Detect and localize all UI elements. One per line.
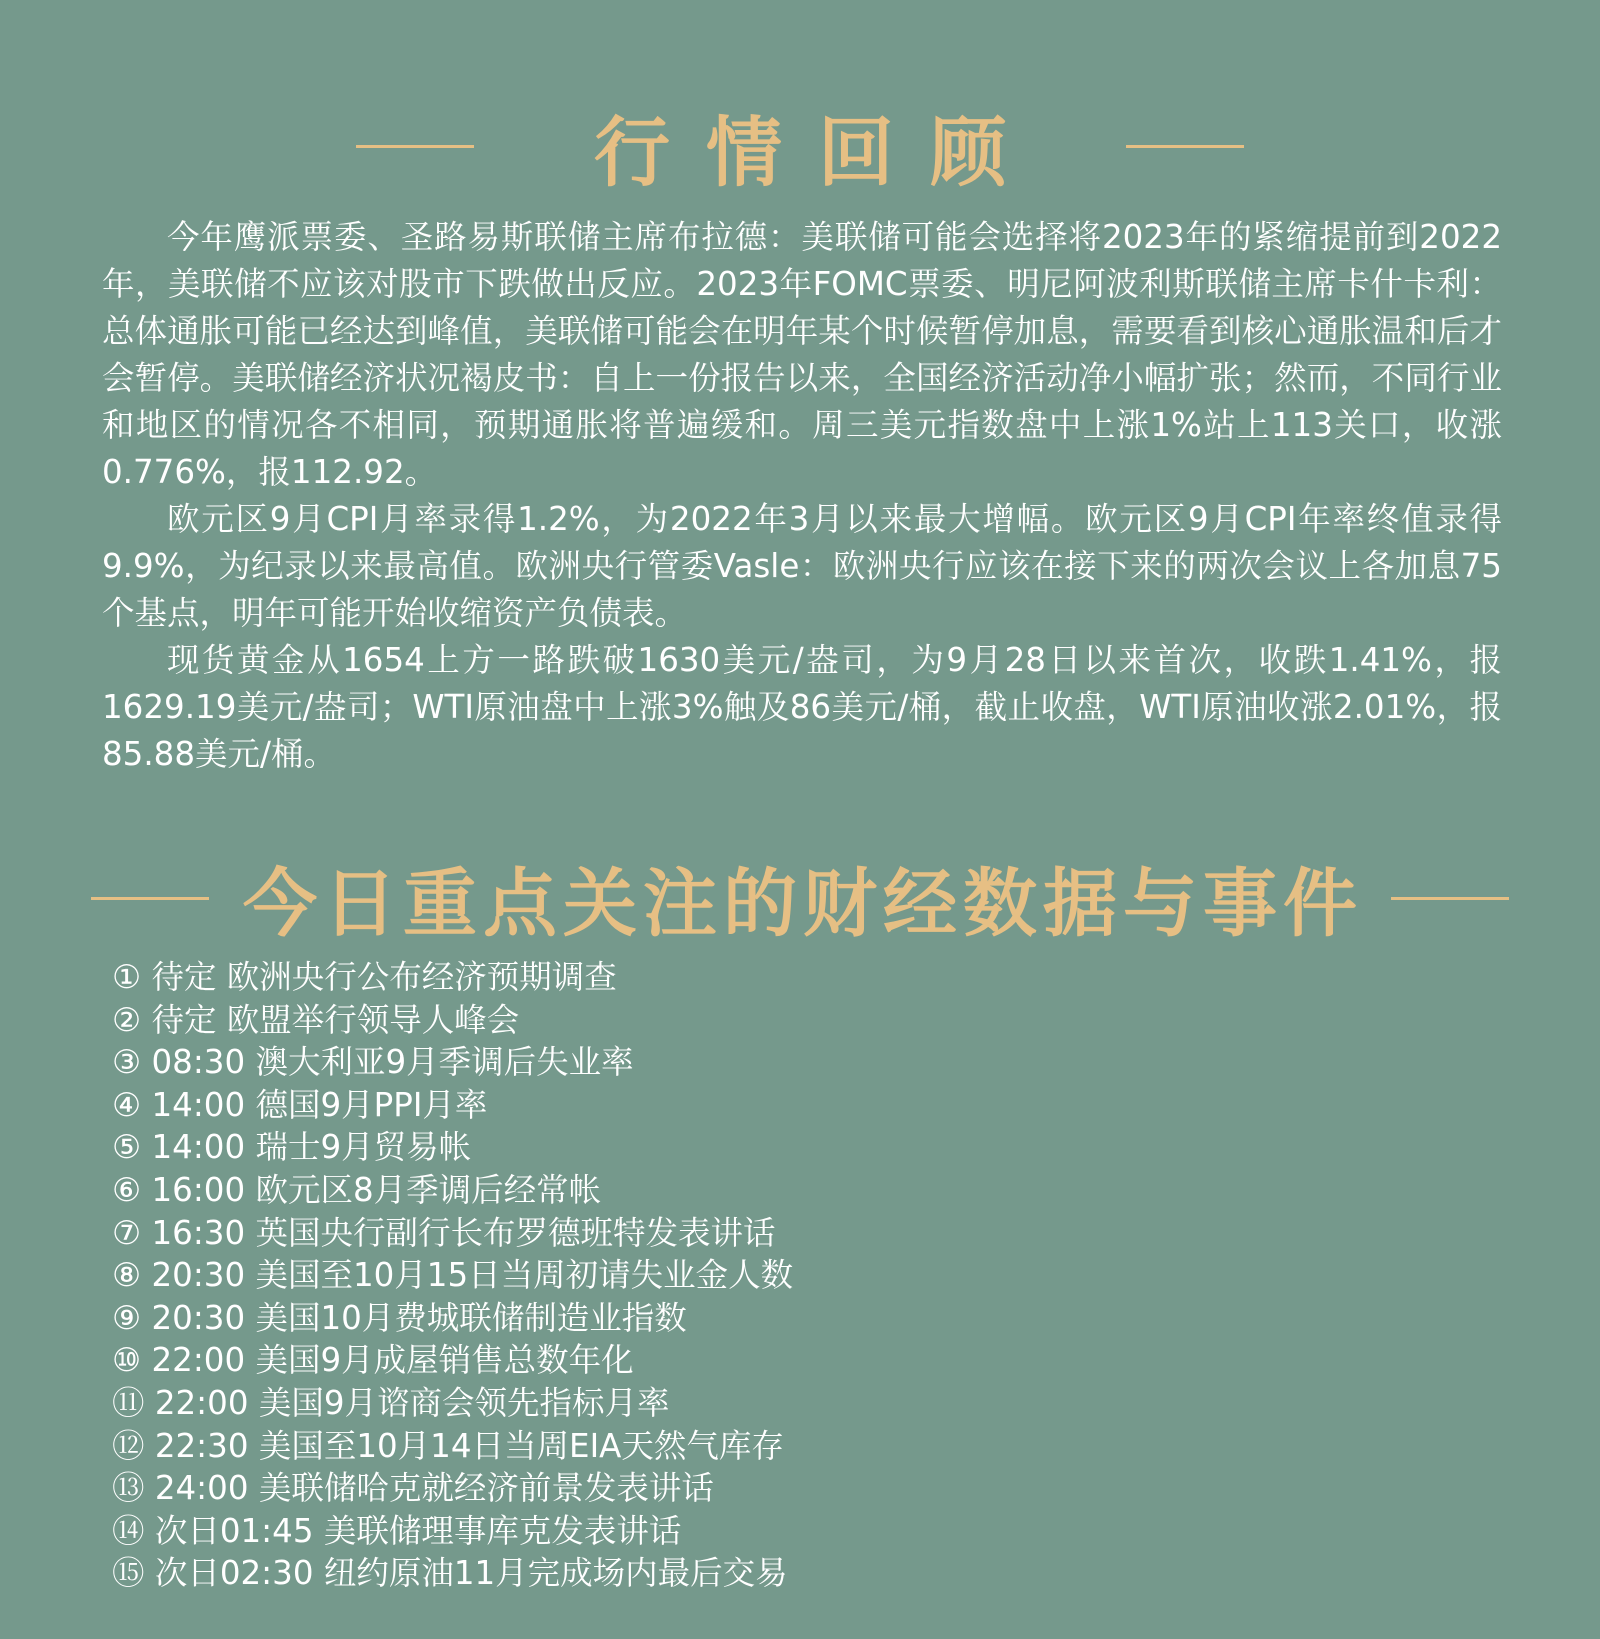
- events-heading: [0, 850, 1600, 946]
- list-item: ① 待定 欧洲央行公布经济预期调查: [112, 958, 617, 996]
- list-item: ⑭ 次日01:45 美联储理事库克发表讲话: [112, 1511, 682, 1550]
- list-item: ⑦ 16:30 英国央行副行长布罗德班特发表讲话: [112, 1213, 776, 1252]
- list-item: ④ 14:00 德国9月PPI月率: [112, 1085, 488, 1124]
- review-body: [102, 214, 1502, 778]
- heading-rule-right: [1126, 145, 1244, 148]
- list-item: ⑧ 20:30 美国至10月15日当周初请失业金人数: [112, 1256, 794, 1295]
- review-paragraph-3: 现货黄金从1654上方一路跌破1630美元/盎司，为9月28日以来首次，收跌1.41%，报1629.19美元/盎司；WTI原油盘中上涨3%触及86美元/桶，截止收盘，WTI原油收涨2.01%，报85.88美元/桶。: [102, 641, 1502, 773]
- list-item: ⑩ 22:00 美国9月成屋销售总数年化: [112, 1341, 634, 1380]
- list-item: ⑬ 24:00 美联储哈克就经济前景发表讲话: [112, 1469, 714, 1508]
- list-item: ⑥ 16:00 欧元区8月季调后经常帐: [112, 1170, 602, 1209]
- list-item: ⑤ 14:00 瑞士9月贸易帐: [112, 1128, 472, 1167]
- review-title: 行情回顾: [594, 107, 1042, 197]
- list-item: ⑪ 22:00 美国9月谘商会领先指标月率: [112, 1383, 670, 1422]
- events-title: 今日重点关注的财经数据与事件: [243, 861, 1363, 947]
- heading-rule-left: [356, 145, 474, 148]
- list-item: ② 待定 欧盟举行领导人峰会: [112, 1000, 520, 1039]
- heading-rule-left: [91, 897, 209, 900]
- list-item: ⑫ 22:30 美国至10月14日当周EIA天然气库存: [112, 1426, 784, 1465]
- list-item: ③ 08:30 澳大利亚9月季调后失业率: [112, 1043, 634, 1082]
- review-paragraph-2: 欧元区9月CPI月率录得1.2%，为2022年3月以来最大增幅。欧元区9月CPI年率终值录得9.9%，为纪录以来最高值。欧洲央行管委Vasle：欧洲央行应该在接下来的两次会议上各加息75个基点，明年可能开始收缩资产负债表。: [102, 500, 1502, 632]
- heading-rule-right: [1391, 897, 1509, 900]
- list-item: ⑮ 次日02:30 纽约原油11月完成场内最后交易: [112, 1554, 788, 1593]
- list-item: ⑨ 20:30 美国10月费城联储制造业指数: [112, 1298, 687, 1337]
- review-heading: [0, 98, 1600, 197]
- events-list: [112, 956, 1412, 1595]
- review-paragraph-1: 今年鹰派票委、圣路易斯联储主席布拉德：美联储可能会选择将2023年的紧缩提前到2022年，美联储不应该对股市下跌做出反应。2023年FOMC票委、明尼阿波利斯联储主席卡什卡利：总体通胀可能已经达到峰值，美联储可能会在明年某个时候暂停加息，需要看到核心通胀温和后才会暂停。美联储经济状况褐皮书：自上一份报告以来，全国经济活动净小幅扩张；然而，不同行业和地区的情况各不相同，预期通胀将普遍缓和。周三美元指数盘中上涨1%站上113关口，收涨0.776%，报112.92。: [102, 218, 1502, 491]
